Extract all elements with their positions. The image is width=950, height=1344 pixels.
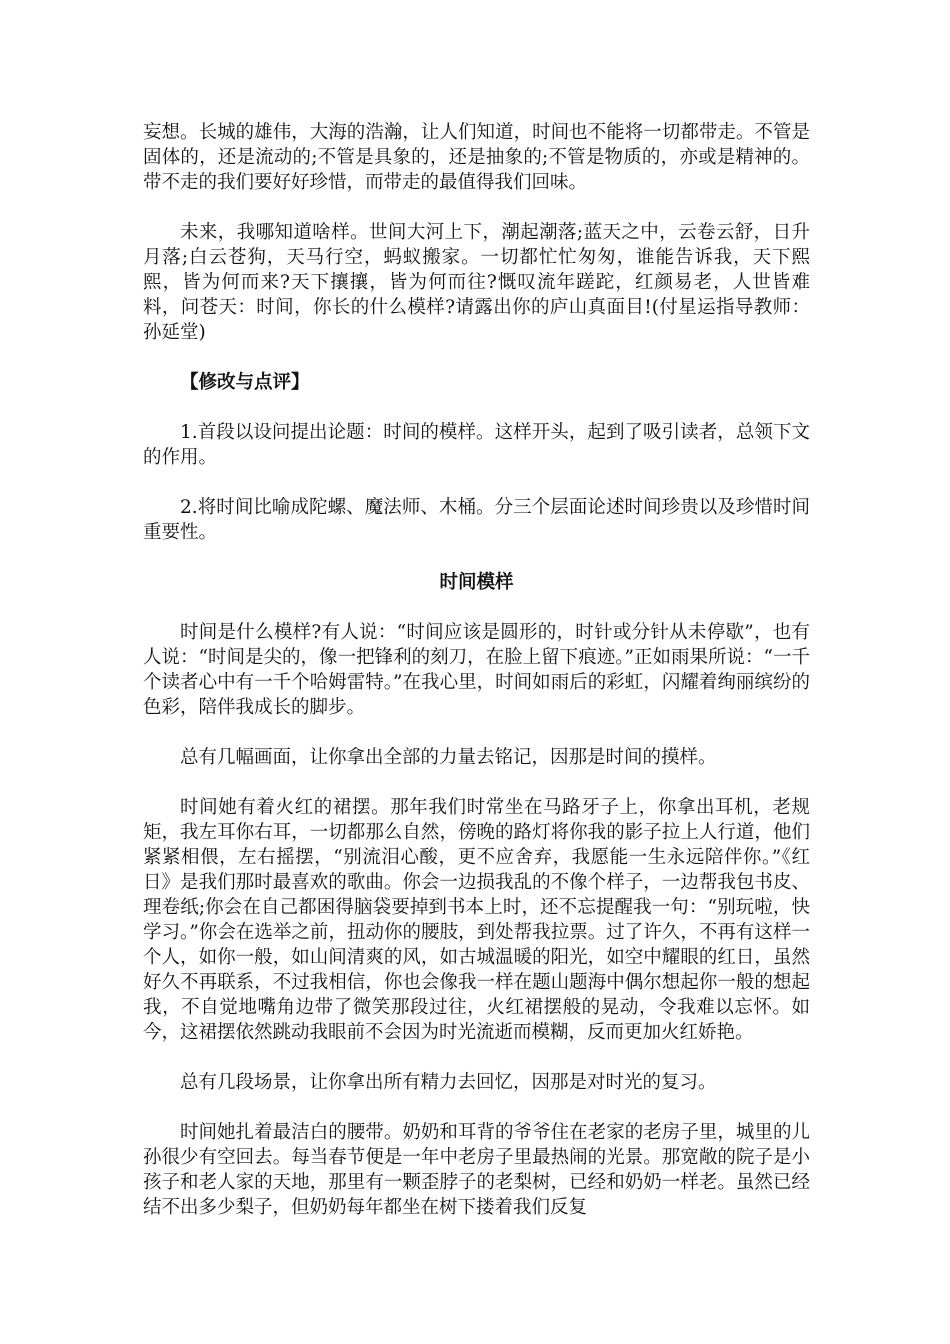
paragraph-continued: 妄想。长城的雄伟，大海的浩瀚，让人们知道，时间也不能将一切都带走。不管是固体的，还是流动的;不管是具象的，还是抽象的;不管是物质的，亦或是精神的。带不走的我们要好好珍惜，而带走的最值得我们回味。 xyxy=(143,122,810,193)
review-point-1: 1.首段以设问提出论题：时间的模样。这样开头，起到了吸引读者，总领下文的作用。 xyxy=(143,422,810,468)
essay-paragraph-4: 总有几段场景，让你拿出所有精力去回忆，因那是对时光的复习。 xyxy=(180,1072,717,1093)
document-page xyxy=(143,120,810,1245)
essay-paragraph-5: 时间她扎着最洁白的腰带。奶奶和耳背的爷爷住在老家的老房子里，城里的儿孙很少有空回去。每当春节便是一年中老房子里最热闹的光景。那宽敞的院子是小孩子和老人家的天地，那里有一颗歪脖子的老梨树，已经和奶奶一样老。虽然已经结不出多少梨子，但奶奶每年都坐在树下搂着我们反复 xyxy=(143,1122,810,1218)
review-point-2: 2.将时间比喻成陀螺、魔法师、木桶。分三个层面论述时间珍贵以及珍惜时间重要性。 xyxy=(143,497,810,543)
essay-paragraph-3: 时间她有着火红的裙摆。那年我们时常坐在马路牙子上，你拿出耳机，老规矩，我左耳你右耳，一切都那么自然，傍晚的路灯将你我的影子拉上人行道，他们紧紧相偎，左右摇摆，“别流泪心酸，更不应舍弃，我愿能一生永远陪伴你。”《红日》是我们那时最喜欢的歌曲。你会一边损我乱的不像个样子，一边帮我包书皮、理卷纸;你会在自己都困得脑袋要掉到书本上时，还不忘提醒我一句：“别玩啦，快学习。”你会在选举之前，扭动你的腰肢，到处帮我拉票。过了许久，不再有这样一个人，如你一般，如山间清爽的风，如古城温暖的阳光，如空中耀眼的红日，虽然好久不再联系，不过我相信，你也会像我一样在题山题海中偶尔想起你一般的想起我，不自觉地嘴角边带了微笑那段过往，火红裙摆般的晃动，令我难以忘怀。如今，这裙摆依然跳动我眼前不会因为时光流逝而模糊，反而更加火红娇艳。 xyxy=(143,797,810,1043)
review-heading: 【修改与点评】 xyxy=(180,372,310,393)
paragraph-future: 未来，我哪知道啥样。世间大河上下，潮起潮落;蓝天之中，云卷云舒，日升月落;白云苍狗，天马行空，蚂蚁搬家。一切都忙忙匆匆，谁能告诉我，天下熙熙，皆为何而来?天下攘攘，皆为何而往?慨叹流年蹉跎，红颜易老，人世皆难料，问苍天：时间，你长的什么模样?请露出你的庐山真面目!(付星运指导教师：孙延堂) xyxy=(143,222,810,343)
essay-paragraph-2: 总有几幅画面，让你拿出全部的力量去铭记，因那是时间的摸样。 xyxy=(180,747,717,768)
essay-title: 时间模样 xyxy=(439,572,514,593)
essay-paragraph-1: 时间是什么模样?有人说：“时间应该是圆形的，时针或分针从未停歇”，也有人说：“时间是尖的，像一把锋利的刻刀，在脸上留下痕迹。”正如雨果所说：“一千个读者心中有一千个哈姆雷特。”在我心里，时间如雨后的彩虹，闪耀着绚丽缤纷的色彩，陪伴我成长的脚步。 xyxy=(143,622,810,718)
